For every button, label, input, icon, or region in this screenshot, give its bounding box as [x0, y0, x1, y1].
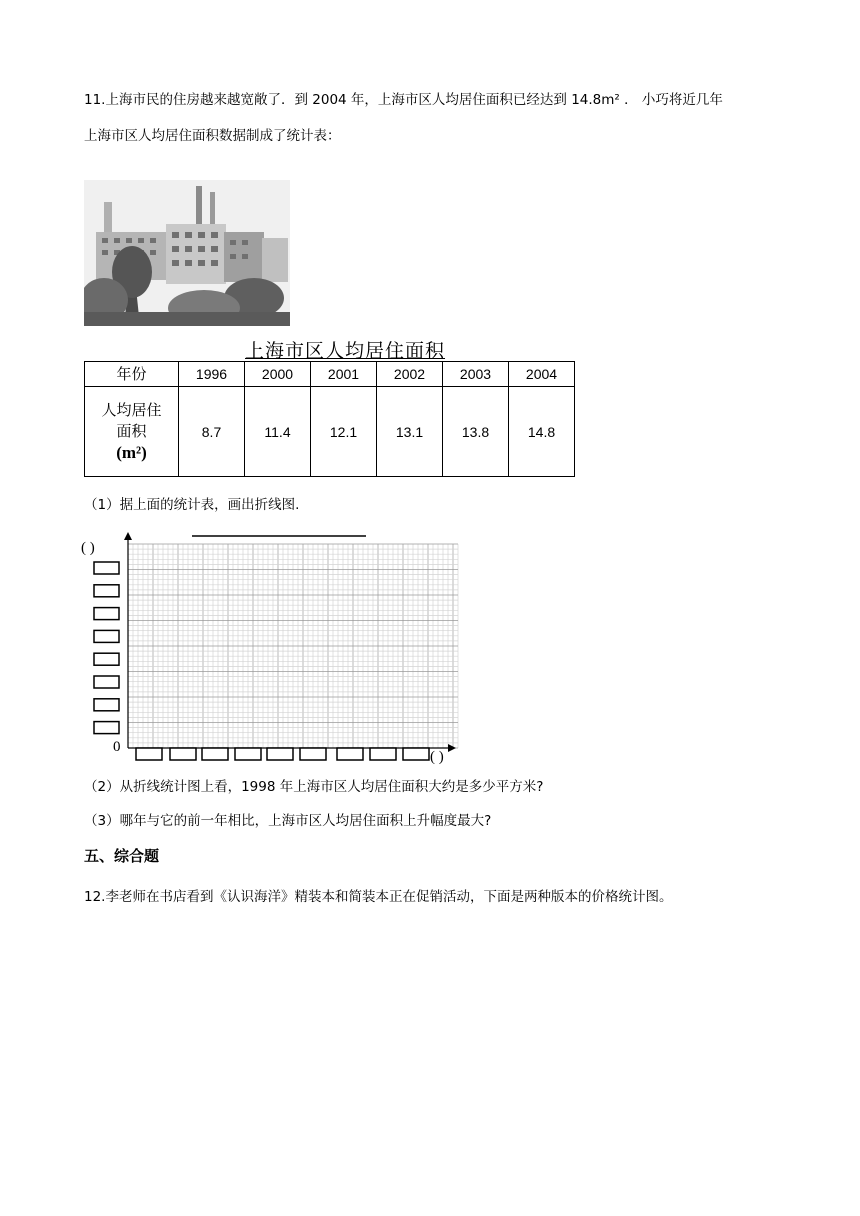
x-label-box[interactable] — [235, 748, 261, 760]
x-label-box[interactable] — [267, 748, 293, 760]
question-11-line-2: 上海市区人均居住面积数据制成了统计表： — [84, 128, 341, 144]
x-label-box[interactable] — [370, 748, 396, 760]
area-value-cell: 8.7 — [179, 387, 245, 477]
y-axis-label-boxes — [94, 562, 119, 734]
table-title: 上海市区人均居住面积 — [245, 340, 446, 362]
grid-lines — [128, 544, 458, 748]
blank-line-chart-grid — [78, 530, 462, 774]
sub-question-3: （3）哪年与它的前一年相比，上海市区人均居住面积上升幅度最大? — [84, 813, 492, 829]
table-header-row — [85, 362, 575, 387]
year-cell: 2003 — [443, 362, 509, 387]
y-label-box[interactable] — [94, 630, 119, 642]
sub-question-2: （2）从折线统计图上看，1998 年上海市区人均居住面积大约是多少平方米? — [84, 779, 544, 795]
year-cell: 2004 — [509, 362, 575, 387]
question-11-line-1: 11.上海市民的住房越来越宽敞了．到 2004 年，上海市区人均居住面积已经达到 14.8m² ． 小巧将近几年 — [84, 92, 723, 108]
y-label-box[interactable] — [94, 562, 119, 574]
section-heading: 五、综合题 — [84, 847, 160, 865]
x-label-box[interactable] — [300, 748, 326, 760]
area-label-line-1: 人均居住 — [101, 401, 162, 419]
table-value-row — [85, 387, 575, 477]
x-label-box[interactable] — [202, 748, 228, 760]
y-label-box[interactable] — [94, 676, 119, 688]
shanghai-buildings-photo — [84, 180, 290, 326]
y-label-box[interactable] — [94, 699, 119, 711]
x-label-box[interactable] — [403, 748, 429, 760]
x-axis-label-boxes — [136, 748, 429, 760]
year-cell: 2001 — [311, 362, 377, 387]
year-cell: 1996 — [179, 362, 245, 387]
area-value-cell: 13.1 — [377, 387, 443, 477]
area-value-cell: 13.8 — [443, 387, 509, 477]
question-12: 12.李老师在书店看到《认识海洋》精装本和简装本正在促销活动，下面是两种版本的价格统计图。 — [84, 889, 673, 905]
x-label-box[interactable] — [170, 748, 196, 760]
area-label-line-2: 面积 — [116, 422, 147, 440]
year-header-cell: 年份 — [85, 362, 179, 387]
area-value-cell: 11.4 — [245, 387, 311, 477]
sub-question-1: （1）据上面的统计表，画出折线图. — [84, 497, 300, 513]
area-value-cell: 14.8 — [509, 387, 575, 477]
y-label-box[interactable] — [94, 608, 119, 620]
year-cell: 2002 — [377, 362, 443, 387]
y-label-box[interactable] — [94, 653, 119, 665]
year-cell: 2000 — [245, 362, 311, 387]
origin-label: 0 — [113, 739, 121, 755]
statistics-table — [84, 361, 575, 477]
y-axis-unit-paren: ( ) — [81, 540, 95, 556]
y-label-box[interactable] — [94, 585, 119, 597]
x-label-box[interactable] — [136, 748, 162, 760]
area-unit-label: (m²) — [116, 443, 147, 462]
x-label-box[interactable] — [337, 748, 363, 760]
area-header-cell — [85, 387, 179, 477]
grid-svg — [78, 530, 462, 770]
y-axis-arrow-icon — [124, 532, 132, 540]
y-label-box[interactable] — [94, 722, 119, 734]
area-value-cell: 12.1 — [311, 387, 377, 477]
x-axis-arrow-icon — [448, 744, 456, 752]
x-axis-unit-paren: ( ) — [430, 749, 444, 765]
